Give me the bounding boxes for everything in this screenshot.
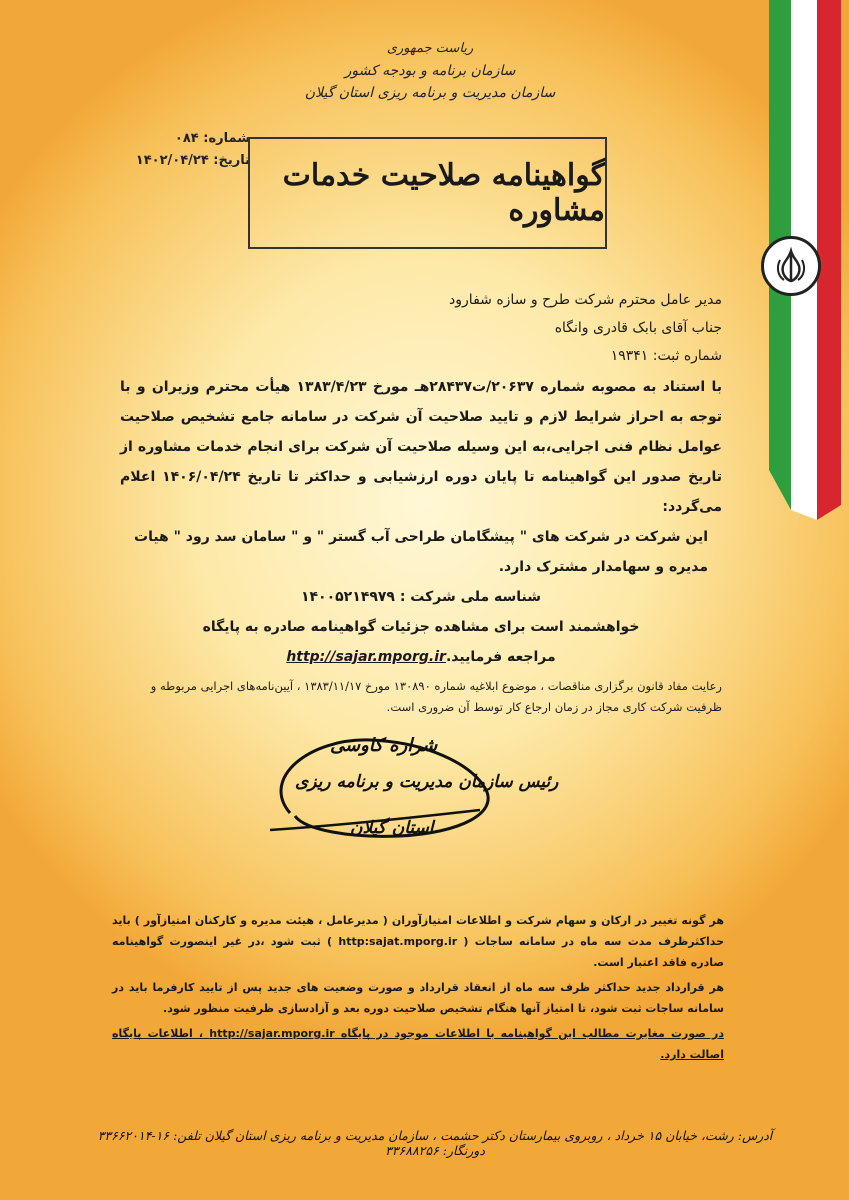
note-ownership-change: هر گونه تغییر در ارکان و سهام شرکت و اطلاعات امتیازآوران ( مدیرعامل ، هیئت مدیره و کارکنان امتیازآور ) باید حداکثرظرف مدت سه ماه در سامانه ساجات ( http:sajat.mporg.ir ) ثبت شود ،در غیر اینصورت گواهینامه صادره فاقد اعتبار است. bbox=[112, 914, 724, 969]
issuer-header bbox=[290, 38, 570, 104]
iran-emblem-icon bbox=[761, 236, 821, 296]
document-date: تاریخ: ۱۴۰۲/۰۴/۲۴ bbox=[135, 153, 250, 168]
request-end: مراجعه فرمایید. bbox=[445, 649, 556, 665]
recipient-block bbox=[120, 286, 722, 370]
request-text bbox=[120, 612, 722, 672]
national-id: شناسه ملی شرکت : ۱۴۰۰۵۲۱۴۹۷۹ bbox=[300, 589, 542, 605]
document-meta bbox=[120, 128, 250, 172]
signer-name: شراره کاوسی bbox=[330, 735, 438, 756]
registration-number: شماره ثبت: ۱۹۳۴۱ bbox=[610, 348, 722, 364]
sajar-link[interactable]: http://sajar.mporg.ir bbox=[286, 649, 446, 665]
signer-role: رئیس سازمان مدیریت و برنامه ریزی bbox=[295, 772, 559, 792]
note-discrepancy: در صورت مغایرت مطالب این گواهینامه با اطلاعات موجود در پایگاه http://sajar.mporg.ir ، اطلاعات پایگاه اصالت دارد. bbox=[112, 1027, 724, 1061]
header-line-budget-org: سازمان برنامه و بودجه کشور bbox=[344, 63, 516, 79]
header-line-presidency: ریاست جمهوری bbox=[386, 41, 474, 56]
request-line: خواهشمند است برای مشاهده جزئیات گواهینامه صادره به پایگاه bbox=[202, 619, 640, 635]
note-new-contracts: هر قرارداد جدید حداکثر ظرف سه ماه از انعقاد قرارداد و صورت وضعیت های جدید پس از تایید کارفرما باید در سامانه ساجات ثبت شود، تا امتیاز آنها هنگام تشخیص صلاحیت دوره بعد و آزادسازی ظرفیت منظور شود. bbox=[112, 981, 724, 1015]
recipient-company: مدیر عامل محترم شرکت طرح و سازه شفارود bbox=[449, 292, 722, 308]
main-paragraph: با استناد به مصوبه شماره ۲۰۶۳۷/ت۲۸۴۳۷هـ مورخ ۱۳۸۳/۴/۲۳ هیأت محترم وزیران و با توجه به احراز شرایط لازم و تایید صلاحیت آن شرکت در سامانه جامع تشخیص صلاحیت عوامل نظام فنی اجرایی،به این وسیله صلاحیت آن شرکت برای انجام خدمات مشاوره از تاریخ صدور این گواهینامه تا پایان دوره ارزشیابی و حداکثر تا تاریخ ۱۴۰۶/۰۴/۲۴ اعلام می‌گردد: bbox=[120, 379, 722, 515]
main-paragraph-block bbox=[120, 372, 722, 718]
header-line-gilan-org: سازمان مدیریت و برنامه ریزی استان گیلان bbox=[304, 85, 556, 101]
recipient-manager: جناب آقای بابک قادری وانگاه bbox=[554, 320, 722, 336]
office-address: آدرس: رشت، خیابان ۱۵ خرداد ، روبروی بیمارستان دکتر حشمت ، سازمان مدیریت و برنامه ریزی استان گیلان تلفن: ۱۶-۳۳۶۶۲۰۱۴ دورنگار: ۳۳۶۸۸۲۵۶ bbox=[97, 1128, 773, 1158]
document-number: شماره: ۰۸۴ bbox=[174, 131, 250, 146]
footer-notes bbox=[112, 910, 724, 1069]
certificate-title: گواهینامه صلاحیت خدمات مشاوره bbox=[248, 137, 607, 249]
signer-province: استان گیلان bbox=[350, 818, 434, 838]
flag-stripe-decoration bbox=[769, 0, 849, 1200]
compliance-note: رعایت مفاد قانون برگزاری مناقصات ، موضوع ابلاغیه شماره ۱۳۰۸۹۰ مورخ ۱۳۸۳/۱۱/۱۷ ، آیین‌نامه‌های اجرایی مربوطه و ظرفیت شرکت کاری مجاز در زمان ارجاع کار توسط آن ضروری است. bbox=[150, 679, 722, 714]
shareholding-note: این شرکت در شرکت های " پیشگامان طراحی آب گستر " و " سامان سد رود " هیات مدیره و سهامدار مشترک دارد. bbox=[134, 529, 708, 575]
